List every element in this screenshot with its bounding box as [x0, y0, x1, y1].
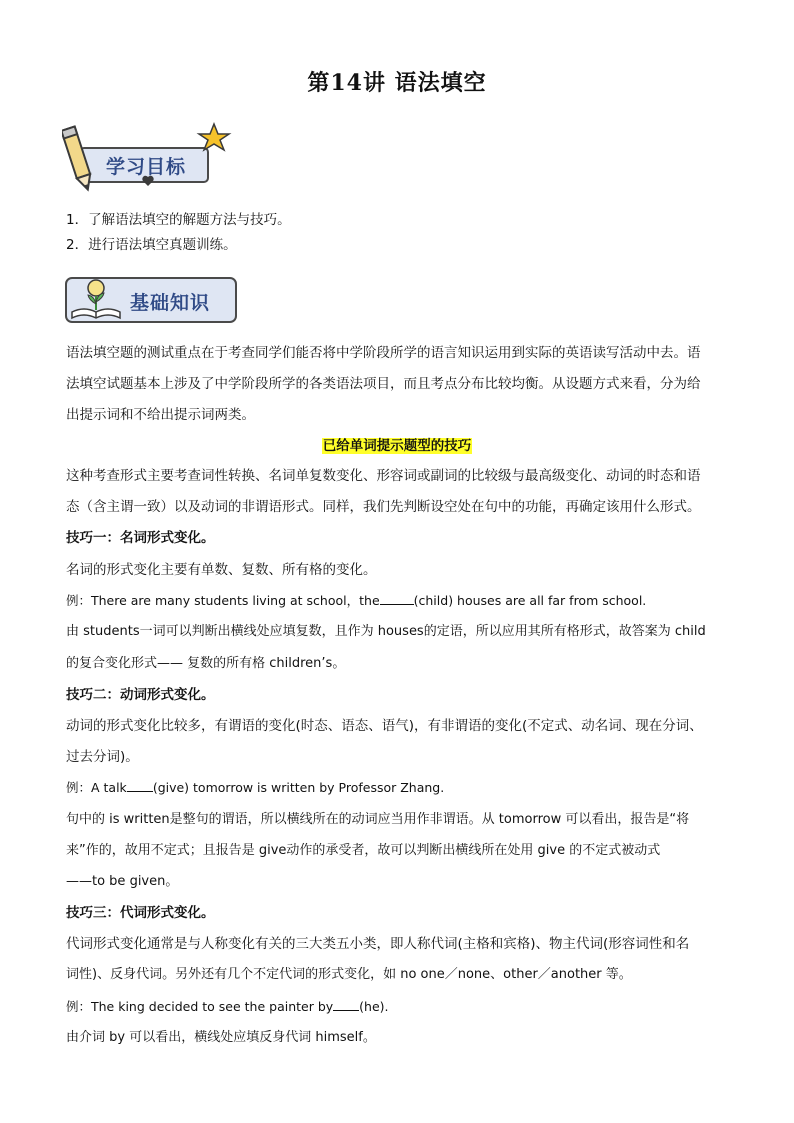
tip2-explain-line: ——to be given。: [66, 874, 179, 889]
tip2-example-end: (give) tomorrow is written by Professor Zhang.: [152, 780, 445, 795]
section-intro-line: 这种考查形式主要考查词性转换、名词单复数变化、形容词或副词的比较级与最高级变化、动词的时态和语: [66, 468, 701, 484]
tip3-desc-line: 词性)、反身代词。另外还有几个不定代词的形式变化，如 no one／none、other／another 等。: [66, 967, 632, 982]
tip1-desc: 名词的形式变化主要有单数、复数、所有格的变化。: [66, 562, 377, 578]
answer-blank: [333, 998, 359, 1011]
goal-item: 1．了解语法填空的解题方法与技巧。: [66, 212, 291, 228]
intro-line: 法填空试题基本上涉及了中学阶段所学的各类语法项目，而且考点分布比较均衡。从设题方式来看，分为给: [66, 376, 701, 392]
intro-line: 语法填空题的测试重点在于考查同学们能否将中学阶段所学的语言知识运用到实际的英语读写活动中去。语: [66, 345, 701, 361]
tip1-example: [66, 591, 730, 611]
basic-knowledge-banner: [64, 272, 240, 328]
answer-blank: [380, 592, 414, 605]
tip3-example-end: (he).: [359, 999, 389, 1014]
answer-blank: [127, 779, 153, 792]
tip2-desc-line: 动词的形式变化比较多，有谓语的变化(时态、语态、语气)，有非谓语的变化(不定式、动名词、现在分词、: [66, 718, 703, 734]
tip2-example: [66, 778, 730, 798]
tip2-explain-line: 句中的 is written是整句的谓语，所以横线所在的动词应当用作非谓语。从 tomorrow 可以看出，报告是“将: [66, 812, 690, 827]
learning-goals-label: 学习目标: [106, 156, 187, 178]
intro-line: 出提示词和不给出提示词两类。: [66, 407, 255, 423]
tip2-heading: 技巧二：动词形式变化。: [66, 687, 215, 703]
learning-goals-banner: [62, 122, 232, 194]
tip1-example-end: (child) houses are all far from school.: [413, 593, 647, 608]
tip3-explain: 由介词 by 可以看出，横线处应填反身代词 himself。: [66, 1030, 376, 1045]
page-title: 第14讲 语法填空: [307, 70, 487, 96]
tip2-desc-line: 过去分词)。: [66, 749, 139, 765]
section-heading-row: [0, 436, 794, 456]
tip3-desc-line: 代词形式变化通常是与人称变化有关的三大类五小类，即人称代词(主格和宾格)、物主代词(形容词性和名: [66, 936, 690, 952]
tip3-example-start: 例：The king decided to see the painter by: [66, 999, 334, 1014]
goal-item: 2．进行语法填空真题训练。: [66, 237, 237, 253]
tip1-explain-line: 由 students一词可以判断出横线处应填复数，且作为 houses的定语，所以应用其所有格形式，故答案为 child: [66, 624, 706, 639]
section-intro-line: 态（含主谓一致）以及动词的非谓语形式。同样，我们先判断设空处在句中的功能，再确定该用什么形式。: [66, 499, 701, 515]
tip2-example-start: 例：A talk: [66, 780, 127, 795]
tip3-example: [66, 997, 730, 1017]
section-heading: 已给单词提示题型的技巧: [322, 438, 472, 454]
tip2-explain-line: 来”作的，故用不定式；且报告是 give动作的承受者，故可以判断出横线所在处用 give 的不定式被动式: [66, 843, 661, 858]
tip1-explain-line: 的复合变化形式—— 复数的所有格 children’s。: [66, 656, 346, 671]
tip1-example-start: 例：There are many students living at school，the: [66, 593, 380, 608]
tip3-heading: 技巧三：代词形式变化。: [66, 905, 215, 921]
basic-knowledge-label: 基础知识: [130, 292, 211, 314]
tip1-heading: 技巧一：名词形式变化。: [66, 530, 215, 546]
